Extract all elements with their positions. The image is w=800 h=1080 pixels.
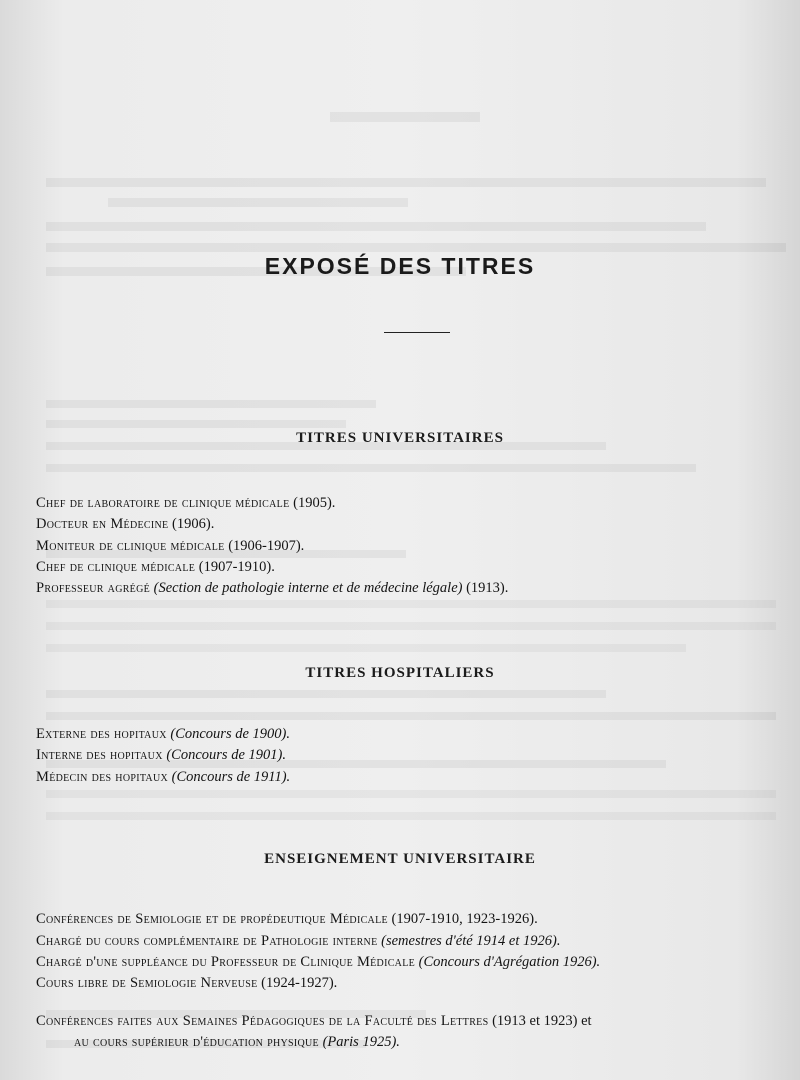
list-item-conferences-line1: Conférences faites aux Semaines Pédagogiques de la Faculté des Lettres (1913 et 1923) et xyxy=(36,1013,592,1029)
list-item: Professeur agrégé (Section de pathologie interne et de médecine légale) (1913). xyxy=(36,580,509,596)
list-item: Docteur en Médecine (1906). xyxy=(36,516,215,532)
list-item: Cours libre de Semiologie Nerveuse (1924-1927). xyxy=(36,975,338,991)
section-heading-titres-hospitaliers: TITRES HOSPITALIERS xyxy=(305,665,495,681)
list-item: Conférences de Semiologie et de propédeutique Médicale (1907-1910, 1923-1926). xyxy=(36,911,538,927)
list-item: Moniteur de clinique médicale (1906-1907). xyxy=(36,538,305,554)
list-item: Interne des hopitaux (Concours de 1901). xyxy=(36,747,286,763)
list-item: Chef de clinique médicale (1907-1910). xyxy=(36,559,275,575)
section-heading-titres-universitaires: TITRES UNIVERSITAIRES xyxy=(296,430,504,446)
title-divider xyxy=(384,332,450,333)
list-item: Externe des hopitaux (Concours de 1900). xyxy=(36,726,290,742)
section-heading-enseignement-universitaire: ENSEIGNEMENT UNIVERSITAIRE xyxy=(264,851,536,867)
list-item: Chargé du cours complémentaire de Pathologie interne (semestres d'été 1914 et 1926). xyxy=(36,933,561,949)
list-item: Médecin des hopitaux (Concours de 1911). xyxy=(36,769,291,785)
list-item: Chef de laboratoire de clinique médicale (1905). xyxy=(36,495,336,511)
list-item-conferences-line2: au cours supérieur d'éducation physique (Paris 1925). xyxy=(74,1034,400,1050)
page-title: EXPOSÉ DES TITRES xyxy=(264,253,536,279)
list-item: Chargé d'une suppléance du Professeur de Clinique Médicale (Concours d'Agrégation 1926). xyxy=(36,954,601,970)
